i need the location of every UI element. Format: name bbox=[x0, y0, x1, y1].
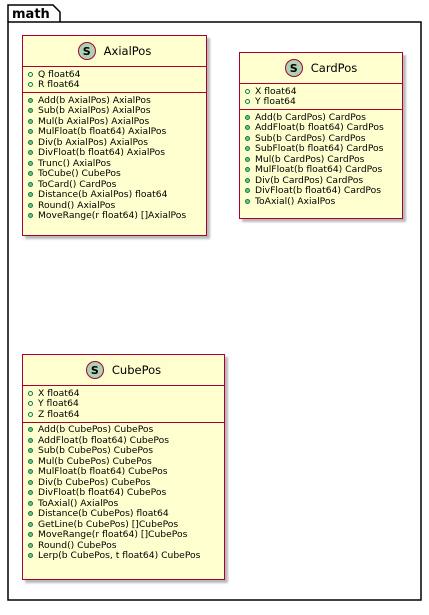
fields-section bbox=[23, 67, 206, 93]
method-visibility-icon bbox=[28, 140, 33, 145]
field-label: Z float64 bbox=[38, 408, 80, 420]
field-visibility-icon bbox=[28, 391, 33, 396]
method-row bbox=[23, 530, 224, 541]
field-row bbox=[240, 86, 402, 97]
method-row bbox=[23, 519, 224, 530]
method-label: Sub(b AxialPos) AxialPos bbox=[38, 105, 151, 117]
method-row bbox=[23, 488, 224, 499]
method-label: ToCard() CardPos bbox=[38, 178, 117, 190]
method-label: DivFloat(b float64) CardPos bbox=[255, 185, 382, 197]
field-visibility-icon bbox=[28, 82, 33, 87]
class-cardpos[interactable] bbox=[239, 52, 403, 219]
method-row bbox=[240, 133, 402, 144]
field-label: Y float64 bbox=[255, 96, 296, 108]
field-row bbox=[23, 69, 206, 80]
method-label: ToAxial() AxialPos bbox=[255, 195, 336, 207]
method-label: Add(b CubePos) CubePos bbox=[38, 424, 154, 436]
method-row bbox=[23, 169, 206, 180]
method-row bbox=[23, 425, 224, 436]
method-visibility-icon bbox=[28, 511, 33, 516]
method-row bbox=[23, 446, 224, 457]
method-visibility-icon bbox=[28, 553, 33, 558]
method-row bbox=[23, 116, 206, 127]
method-row bbox=[240, 112, 402, 123]
field-row bbox=[23, 80, 206, 91]
method-visibility-icon bbox=[28, 192, 33, 197]
method-label: AddFloat(b float64) CardPos bbox=[255, 122, 384, 134]
method-visibility-icon bbox=[245, 188, 250, 193]
method-visibility-icon bbox=[28, 459, 33, 464]
method-row bbox=[240, 144, 402, 155]
method-visibility-icon bbox=[28, 213, 33, 218]
method-visibility-icon bbox=[28, 448, 33, 453]
method-visibility-icon bbox=[28, 108, 33, 113]
method-label: MoveRange(r float64) []AxialPos bbox=[38, 210, 187, 222]
method-visibility-icon bbox=[28, 532, 33, 537]
method-label: SubFloat(b float64) CardPos bbox=[255, 143, 384, 155]
method-row bbox=[240, 175, 402, 186]
class-name: CardPos bbox=[310, 61, 358, 75]
methods-section bbox=[23, 423, 224, 564]
method-visibility-icon bbox=[28, 150, 33, 155]
field-row bbox=[23, 409, 224, 420]
method-row bbox=[23, 190, 206, 201]
method-visibility-icon bbox=[28, 129, 33, 134]
field-label: Q float64 bbox=[38, 68, 81, 80]
method-label: GetLine(b CubePos) []CubePos bbox=[38, 518, 179, 530]
method-visibility-icon bbox=[28, 438, 33, 443]
method-label: Div(b CardPos) CardPos bbox=[255, 174, 364, 186]
method-label: Sub(b CubePos) CubePos bbox=[38, 445, 154, 457]
field-visibility-icon bbox=[245, 99, 250, 104]
method-row bbox=[23, 456, 224, 467]
method-label: Trunc() AxialPos bbox=[38, 157, 111, 169]
field-label: X float64 bbox=[38, 387, 80, 399]
method-row bbox=[23, 540, 224, 551]
class-cubepos[interactable] bbox=[22, 354, 225, 580]
method-visibility-icon bbox=[245, 125, 250, 130]
method-row bbox=[23, 498, 224, 509]
method-label: MulFloat(b float64) CubePos bbox=[38, 466, 168, 478]
method-visibility-icon bbox=[245, 157, 250, 162]
method-label: MulFloat(b float64) AxialPos bbox=[38, 126, 167, 138]
method-visibility-icon bbox=[28, 490, 33, 495]
method-row bbox=[23, 477, 224, 488]
field-label: R float64 bbox=[38, 79, 80, 91]
method-visibility-icon bbox=[28, 182, 33, 187]
method-label: Mul(b CubePos) CubePos bbox=[38, 455, 152, 467]
methods-section bbox=[240, 110, 402, 209]
method-row bbox=[23, 137, 206, 148]
method-label: Div(b CubePos) CubePos bbox=[38, 476, 151, 488]
method-row bbox=[23, 179, 206, 190]
field-visibility-icon bbox=[28, 72, 33, 77]
method-row bbox=[240, 186, 402, 197]
method-label: Mul(b CardPos) CardPos bbox=[255, 153, 365, 165]
method-row bbox=[23, 435, 224, 446]
method-row bbox=[23, 211, 206, 222]
field-visibility-icon bbox=[28, 401, 33, 406]
class-name: AxialPos bbox=[103, 44, 152, 58]
method-visibility-icon bbox=[28, 469, 33, 474]
method-row bbox=[23, 467, 224, 478]
field-label: X float64 bbox=[255, 85, 297, 97]
method-label: Add(b AxialPos) AxialPos bbox=[38, 94, 151, 106]
method-row bbox=[240, 196, 402, 207]
method-visibility-icon bbox=[28, 480, 33, 485]
class-header bbox=[240, 53, 402, 84]
package-name: math bbox=[12, 7, 50, 22]
method-row bbox=[23, 200, 206, 211]
field-row bbox=[240, 97, 402, 108]
class-name: CubePos bbox=[111, 363, 162, 377]
method-label: MoveRange(r float64) []CubePos bbox=[38, 529, 188, 541]
class-header bbox=[23, 355, 224, 386]
method-label: AddFloat(b float64) CubePos bbox=[38, 434, 169, 446]
class-header bbox=[23, 36, 206, 67]
method-visibility-icon bbox=[245, 146, 250, 151]
method-label: ToAxial() AxialPos bbox=[38, 497, 119, 509]
method-visibility-icon bbox=[28, 203, 33, 208]
method-row bbox=[23, 106, 206, 117]
method-label: DivFloat(b float64) AxialPos bbox=[38, 147, 166, 159]
method-label: MulFloat(b float64) CardPos bbox=[255, 164, 383, 176]
method-visibility-icon bbox=[245, 199, 250, 204]
method-label: Sub(b CardPos) CardPos bbox=[255, 132, 366, 144]
method-visibility-icon bbox=[28, 522, 33, 527]
method-label: Div(b AxialPos) AxialPos bbox=[38, 136, 149, 148]
method-label: Round() AxialPos bbox=[38, 199, 116, 211]
struct-badge-icon: S bbox=[285, 59, 303, 77]
method-label: DivFloat(b float64) CubePos bbox=[38, 487, 167, 499]
method-label: Distance(b AxialPos) float64 bbox=[38, 189, 168, 201]
method-label: ToCube() CubePos bbox=[38, 168, 121, 180]
field-visibility-icon bbox=[28, 412, 33, 417]
method-visibility-icon bbox=[245, 178, 250, 183]
method-visibility-icon bbox=[28, 119, 33, 124]
method-label: Distance(b CubePos) float64 bbox=[38, 508, 169, 520]
struct-badge-icon: S bbox=[86, 361, 104, 379]
fields-section bbox=[240, 84, 402, 110]
method-label: Round() CubePos bbox=[38, 539, 117, 551]
method-row bbox=[23, 148, 206, 159]
method-visibility-icon bbox=[245, 167, 250, 172]
methods-section bbox=[23, 93, 206, 223]
field-row bbox=[23, 388, 224, 399]
method-row bbox=[23, 158, 206, 169]
class-axialpos[interactable] bbox=[22, 35, 207, 236]
fields-section bbox=[23, 386, 224, 423]
method-visibility-icon bbox=[245, 115, 250, 120]
method-label: Add(b CardPos) CardPos bbox=[255, 111, 366, 123]
method-visibility-icon bbox=[28, 98, 33, 103]
method-visibility-icon bbox=[28, 161, 33, 166]
method-row bbox=[23, 95, 206, 106]
method-label: Lerp(b CubePos, t float64) CubePos bbox=[38, 550, 201, 562]
field-row bbox=[23, 399, 224, 410]
method-visibility-icon bbox=[28, 171, 33, 176]
struct-badge-icon: S bbox=[78, 42, 96, 60]
method-row bbox=[240, 123, 402, 134]
method-row bbox=[23, 551, 224, 562]
field-label: Y float64 bbox=[38, 398, 79, 410]
method-row bbox=[23, 509, 224, 520]
method-label: Mul(b AxialPos) AxialPos bbox=[38, 115, 150, 127]
method-row bbox=[23, 127, 206, 138]
method-visibility-icon bbox=[28, 501, 33, 506]
method-visibility-icon bbox=[28, 543, 33, 548]
method-visibility-icon bbox=[28, 427, 33, 432]
method-row bbox=[240, 154, 402, 165]
field-visibility-icon bbox=[245, 89, 250, 94]
method-row bbox=[240, 165, 402, 176]
method-visibility-icon bbox=[245, 136, 250, 141]
